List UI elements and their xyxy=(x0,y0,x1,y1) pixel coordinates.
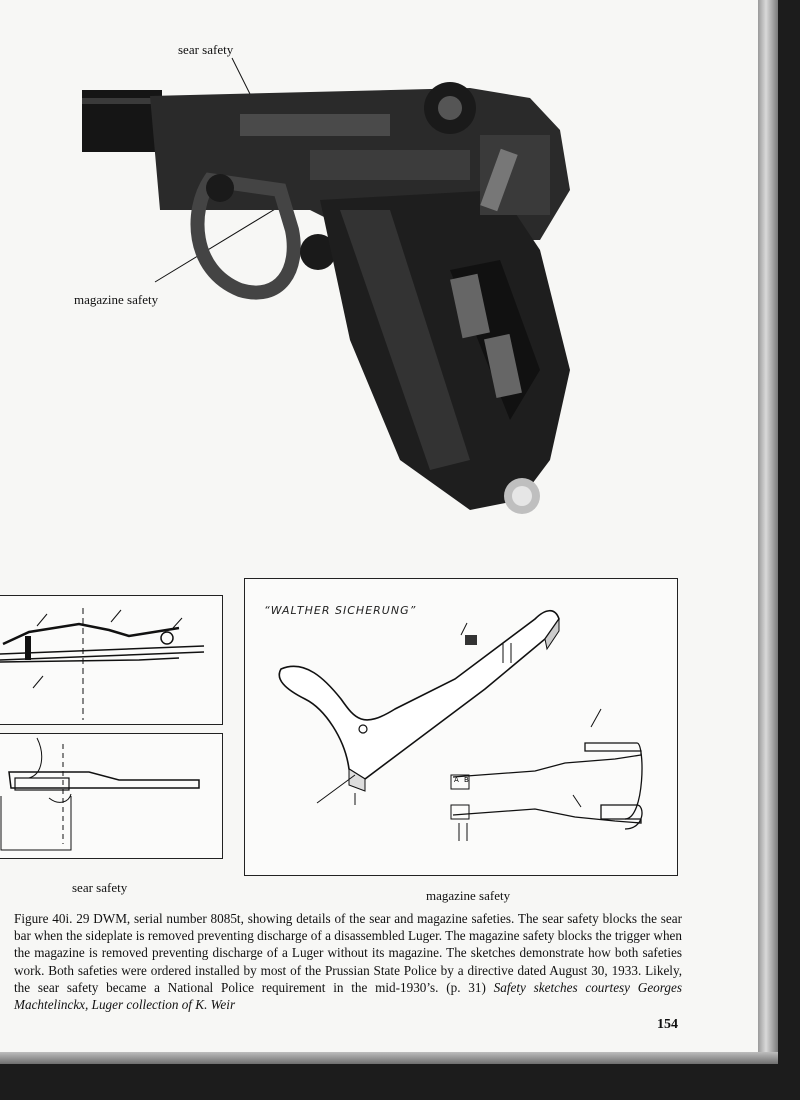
caption-text: Figure 40i. 29 DWM, serial number 8085t, showing details of the sear and magazine safeties. The sear safety blocks the sear bar when the sideplate is removed preventing discharge of a disassembled Luger. The magazine safety blocks the trigger when the magazine is removed preventing discharge of a Luger without its magazine. The sketches demonstrate how both safeties work. Both safeties were ordered installed by most of the Prussian State Police by a directive dated August 30, 1933. Likely, the sear safety became a National Police requirement in the mid-1930’s. (p. 31) xyxy=(14,911,682,995)
walther-sicherung-title: “WALTHER SICHERUNG” xyxy=(264,604,417,617)
sear-sketch-top-drawing xyxy=(0,596,222,724)
magazine-sketch xyxy=(244,578,678,876)
sear-sketch-bottom-drawing xyxy=(0,734,222,858)
sketch-letter-a: A xyxy=(454,776,459,784)
page-number: 154 xyxy=(657,1017,678,1032)
figure-caption xyxy=(14,910,682,1013)
sear-safety-label-top: sear safety xyxy=(178,42,234,57)
luger-photo xyxy=(70,40,630,530)
magazine-safety-label-bottom: magazine safety xyxy=(426,888,511,903)
magazine-sketch-drawing xyxy=(245,579,677,875)
sketch-letter-b: B xyxy=(464,776,469,784)
sear-safety-label-bottom: sear safety xyxy=(72,880,128,895)
sear-sketch-top xyxy=(0,595,223,725)
sear-sketch-bottom xyxy=(0,733,223,859)
page-edge xyxy=(758,0,778,1060)
magazine-safety-label-left: magazine safety xyxy=(74,292,159,307)
caption-credit: Safety sketches courtesy Georges Machtelinckx, Luger collection of K. Weir xyxy=(14,979,682,1013)
page-bottom-edge xyxy=(0,1052,778,1064)
